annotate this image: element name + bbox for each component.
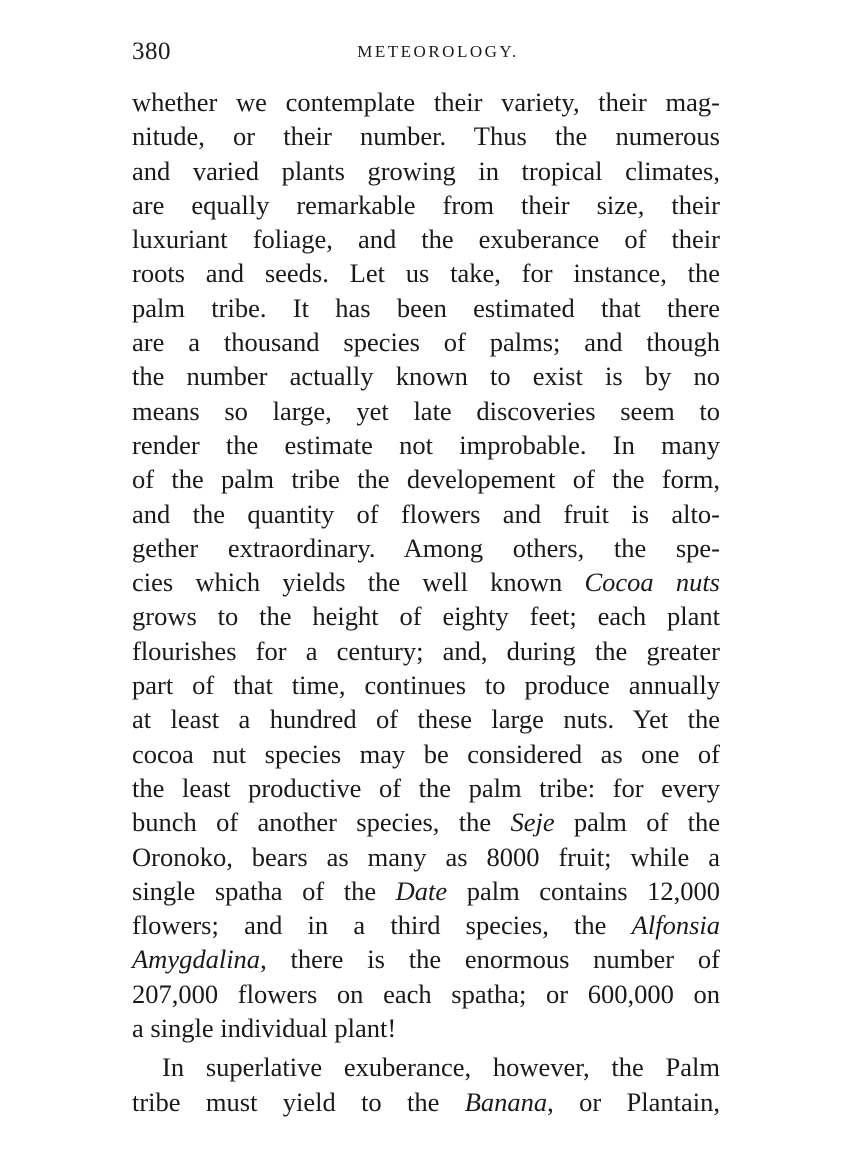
text-run: cies which yields the well known <box>132 567 585 598</box>
text-line <box>132 325 720 359</box>
text-run: whether we contemplate their variety, their mag- <box>132 87 720 117</box>
text-line <box>132 1011 720 1045</box>
text-line <box>132 497 720 531</box>
text-run: Oronoko, bears as many as 8000 fruit; while a <box>132 841 720 872</box>
text-run: roots and seeds. Let us take, for instance, the <box>132 258 720 289</box>
text-line <box>132 737 720 771</box>
page-header <box>132 38 720 72</box>
text-run: a single individual plant! <box>132 1013 397 1044</box>
italic-text: Alfonsia <box>631 910 720 941</box>
text-run: and varied plants growing in tropical climates, <box>132 155 720 186</box>
text-run: bunch of another species, the <box>132 807 511 838</box>
text-line <box>132 222 720 256</box>
text-run: the number actually known to exist is by no <box>132 361 720 392</box>
text-line <box>132 531 720 565</box>
text-line <box>132 394 720 428</box>
text-line <box>132 291 720 325</box>
text-run: cocoa nut species may be considered as one of <box>132 738 720 769</box>
text-run: palm tribe. It has been estimated that there <box>132 292 720 323</box>
text-line <box>132 977 720 1011</box>
text-run: of the palm tribe the developement of the form, <box>132 464 720 495</box>
text-run: flourishes for a century; and, during the greater <box>132 635 720 666</box>
text-line <box>132 805 720 839</box>
text-run: tribe must yield to the <box>132 1086 465 1117</box>
text-line <box>132 634 720 668</box>
text-line <box>132 908 720 942</box>
text-run: single spatha of the <box>132 875 396 906</box>
text-run: , or Plantain, <box>547 1086 720 1117</box>
page-number: 380 <box>132 38 171 65</box>
text-run: are a thousand species of palms; and though <box>132 327 720 358</box>
text-line <box>132 1050 720 1084</box>
text-line <box>132 119 720 153</box>
paragraph <box>132 85 720 1045</box>
text-run: grows to the height of eighty feet; each plant <box>132 601 720 632</box>
text-run: are equally remarkable from their size, their <box>132 189 720 220</box>
italic-text: Seje <box>510 807 555 838</box>
text-line <box>132 565 720 599</box>
text-run: at least a hundred of these large nuts. Yet the <box>132 704 720 735</box>
text-line <box>132 599 720 633</box>
text-line <box>132 256 720 290</box>
text-line <box>132 771 720 805</box>
text-run: luxuriant foliage, and the exuberance of their <box>132 224 720 255</box>
text-run: nitude, or their number. Thus the numerous <box>132 121 720 152</box>
text-line <box>132 428 720 462</box>
text-run: In superlative exuberance, however, the Palm <box>162 1052 720 1083</box>
text-run: 207,000 flowers on each spatha; or 600,000 on <box>132 978 720 1009</box>
text-run: flowers; and in a third species, the <box>132 910 632 941</box>
text-run: means so large, yet late discoveries seem to <box>132 395 720 426</box>
text-line <box>132 154 720 188</box>
text-line <box>132 942 720 976</box>
text-run: render the estimate not improbable. In many <box>132 429 720 460</box>
text-run: palm contains 12,000 <box>447 875 720 906</box>
text-line <box>132 668 720 702</box>
text-run: gether extraordinary. Among others, the spe- <box>132 532 720 563</box>
text-line <box>132 702 720 736</box>
italic-text: Cocoa nuts <box>584 567 720 598</box>
text-line <box>132 840 720 874</box>
text-line <box>132 188 720 222</box>
text-line <box>132 359 720 393</box>
italic-text: Banana <box>464 1086 548 1117</box>
text-run: part of that time, continues to produce annually <box>132 670 720 701</box>
text-run: and the quantity of flowers and fruit is alto- <box>132 498 720 529</box>
text-line <box>132 874 720 908</box>
italic-text: Date <box>395 875 448 906</box>
body-text <box>132 85 720 1119</box>
text-line <box>132 1085 720 1119</box>
text-line <box>132 85 720 119</box>
text-run: palm of the <box>554 807 721 838</box>
running-head: METEOROLOGY. <box>357 42 519 61</box>
italic-text: Amygdalina <box>132 944 261 975</box>
text-run: the least productive of the palm tribe: for every <box>132 772 720 803</box>
text-line <box>132 462 720 496</box>
text-run: , there is the enormous number of <box>260 944 720 975</box>
paragraph <box>132 1050 720 1119</box>
